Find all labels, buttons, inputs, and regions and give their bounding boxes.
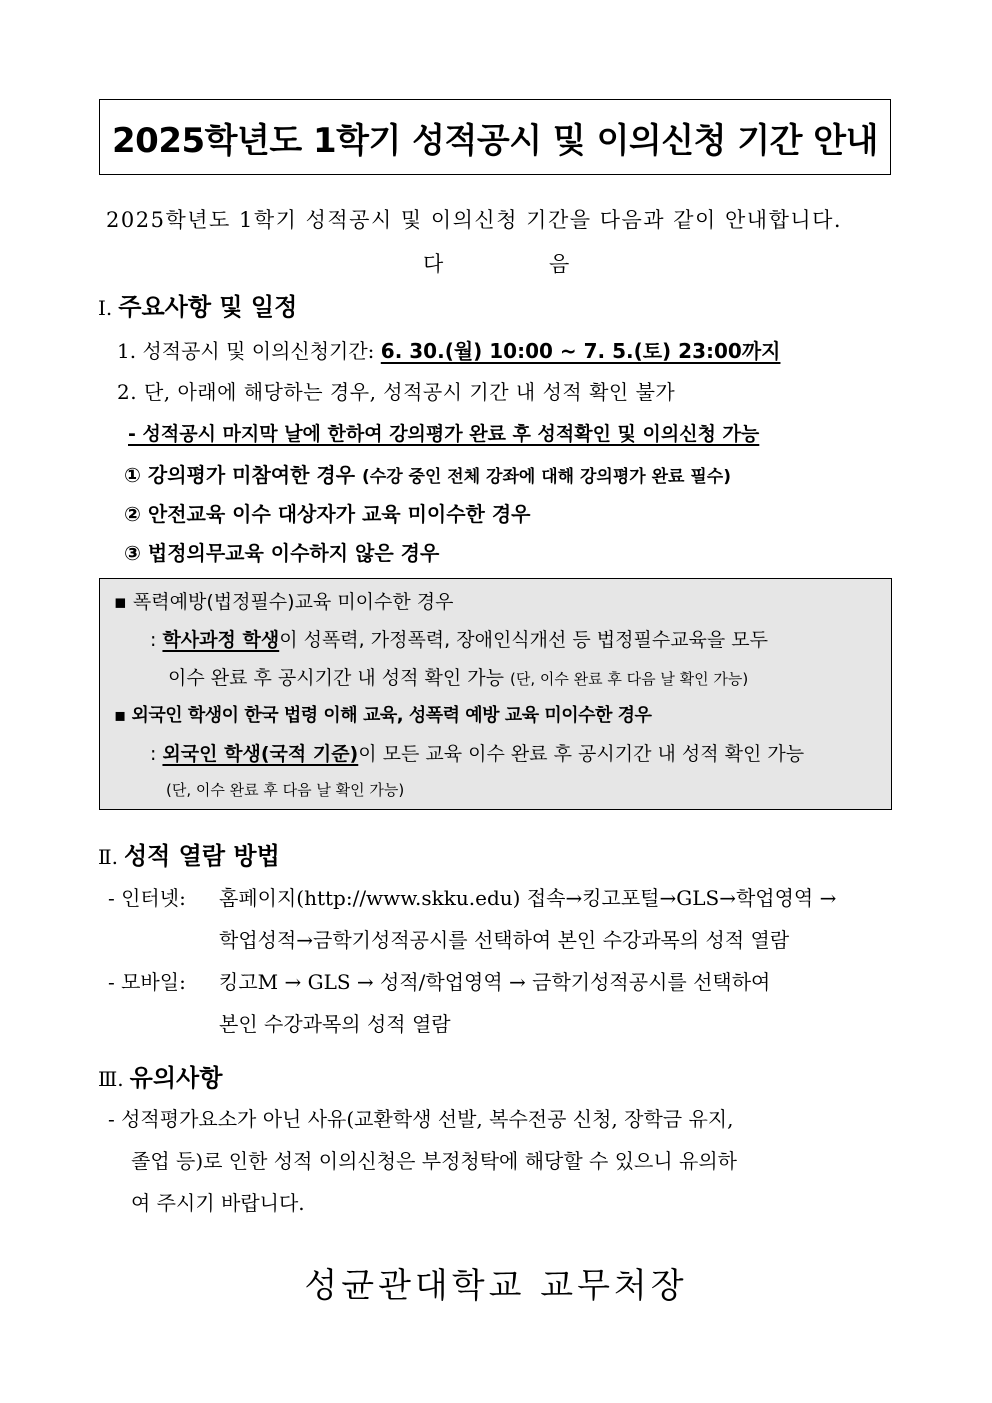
title-box (99, 99, 891, 175)
intro-text: 2025학년도 1학기 성적공시 및 이의신청 기간을 다음과 같이 안내합니다. (106, 208, 843, 232)
condition-1-sub: (수강 중인 전체 강좌에 대해 강의평가 완료 필수) (362, 467, 731, 487)
condition-1-main: ① 강의평가 미참여한 경우 (124, 463, 362, 487)
mobile-line1: 킹고M → GLS → 성적/학업영역 → 금학기성적공시를 선택하여 (219, 970, 771, 994)
foreign-student-heading: ▪ 외국인 학생이 한국 법령 이해 교육, 성폭력 예방 교육 미이수한 경우 (114, 705, 652, 726)
undergrad-target: 학사과정 학생 (162, 629, 280, 651)
section3-roman: Ⅲ. (98, 1067, 124, 1091)
foreign-student-desc (150, 739, 804, 766)
foreign-student-rest: 이 모든 교육 이수 완료 후 공시기간 내 성적 확인 가능 (358, 743, 805, 765)
violence-prevention-rest: 이 성폭력, 가정폭력, 장애인식개선 등 법정필수교육을 모두 (279, 629, 769, 651)
issuer-signature: 성균관대학교 교무처장 (304, 1266, 688, 1306)
internet-line1: 홈페이지(http://www.skku.edu) 접속→킹고포털→GLS→학업영역 → (219, 886, 837, 910)
mobile-label: - 모바일: (108, 970, 186, 994)
exception-item: 2. 단, 아래에 해당하는 경우, 성적공시 기간 내 성적 확인 불가 (117, 380, 676, 404)
schedule-label: 1. 성적공시 및 이의신청기간: (117, 339, 381, 363)
section2-heading (98, 836, 280, 871)
section3-title: 유의사항 (129, 1064, 223, 1092)
caution-line3: 여 주시기 바랍니다. (131, 1191, 305, 1215)
violence-prevention-line2-main: 이수 완료 후 공시기간 내 성적 확인 가능 (168, 667, 510, 689)
section1-heading (98, 287, 297, 322)
foreign-student-note: (단, 이수 완료 후 다음 날 확인 가능) (166, 781, 405, 799)
last-day-notice: - 성적공시 마지막 날에 한하여 강의평가 완료 후 성적확인 및 이의신청 가능 (128, 423, 760, 445)
caution-line1: - 성적평가요소가 아닌 사유(교환학생 선발, 복수전공 신청, 장학금 유지, (108, 1107, 734, 1131)
condition-3: ③ 법정의무교육 이수하지 않은 경우 (124, 541, 440, 565)
section3-heading (98, 1058, 222, 1093)
violence-prevention-note: (단, 이수 완료 후 다음 날 확인 가능) (509, 670, 749, 688)
violence-prevention-desc (150, 625, 768, 652)
center-da: 다 (423, 252, 444, 276)
schedule-period: 6. 30.(월) 10:00 ~ 7. 5.(토) 23:00까지 (380, 339, 781, 363)
section1-roman: Ⅰ. (98, 296, 113, 320)
condition-2: ② 안전교육 이수 대상자가 교육 미이수한 경우 (124, 502, 531, 526)
schedule-item (117, 335, 780, 364)
notice-box (99, 578, 892, 810)
foreign-student-target: 외국인 학생(국적 기준) (162, 743, 359, 765)
condition-1 (124, 459, 731, 488)
colon-2: : (150, 743, 157, 765)
caution-line2: 졸업 등)로 인한 성적 이의신청은 부정청탁에 해당할 수 있으니 유의하 (131, 1149, 737, 1173)
center-eum: 음 (549, 252, 570, 276)
section2-title: 성적 열람 방법 (123, 842, 280, 870)
internet-label: - 인터넷: (108, 886, 186, 910)
violence-prevention-line2 (168, 663, 748, 690)
section1-title: 주요사항 및 일정 (118, 293, 298, 321)
colon-1: : (150, 629, 157, 651)
section2-roman: Ⅱ. (98, 845, 118, 869)
violence-prevention-heading: ▪ 폭력예방(법정필수)교육 미이수한 경우 (114, 591, 454, 613)
page-title: 2025학년도 1학기 성적공시 및 이의신청 기간 안내 (112, 120, 878, 161)
mobile-line2: 본인 수강과목의 성적 열람 (219, 1012, 451, 1036)
internet-line2: 학업성적→금학기성적공시를 선택하여 본인 수강과목의 성적 열람 (219, 928, 790, 952)
